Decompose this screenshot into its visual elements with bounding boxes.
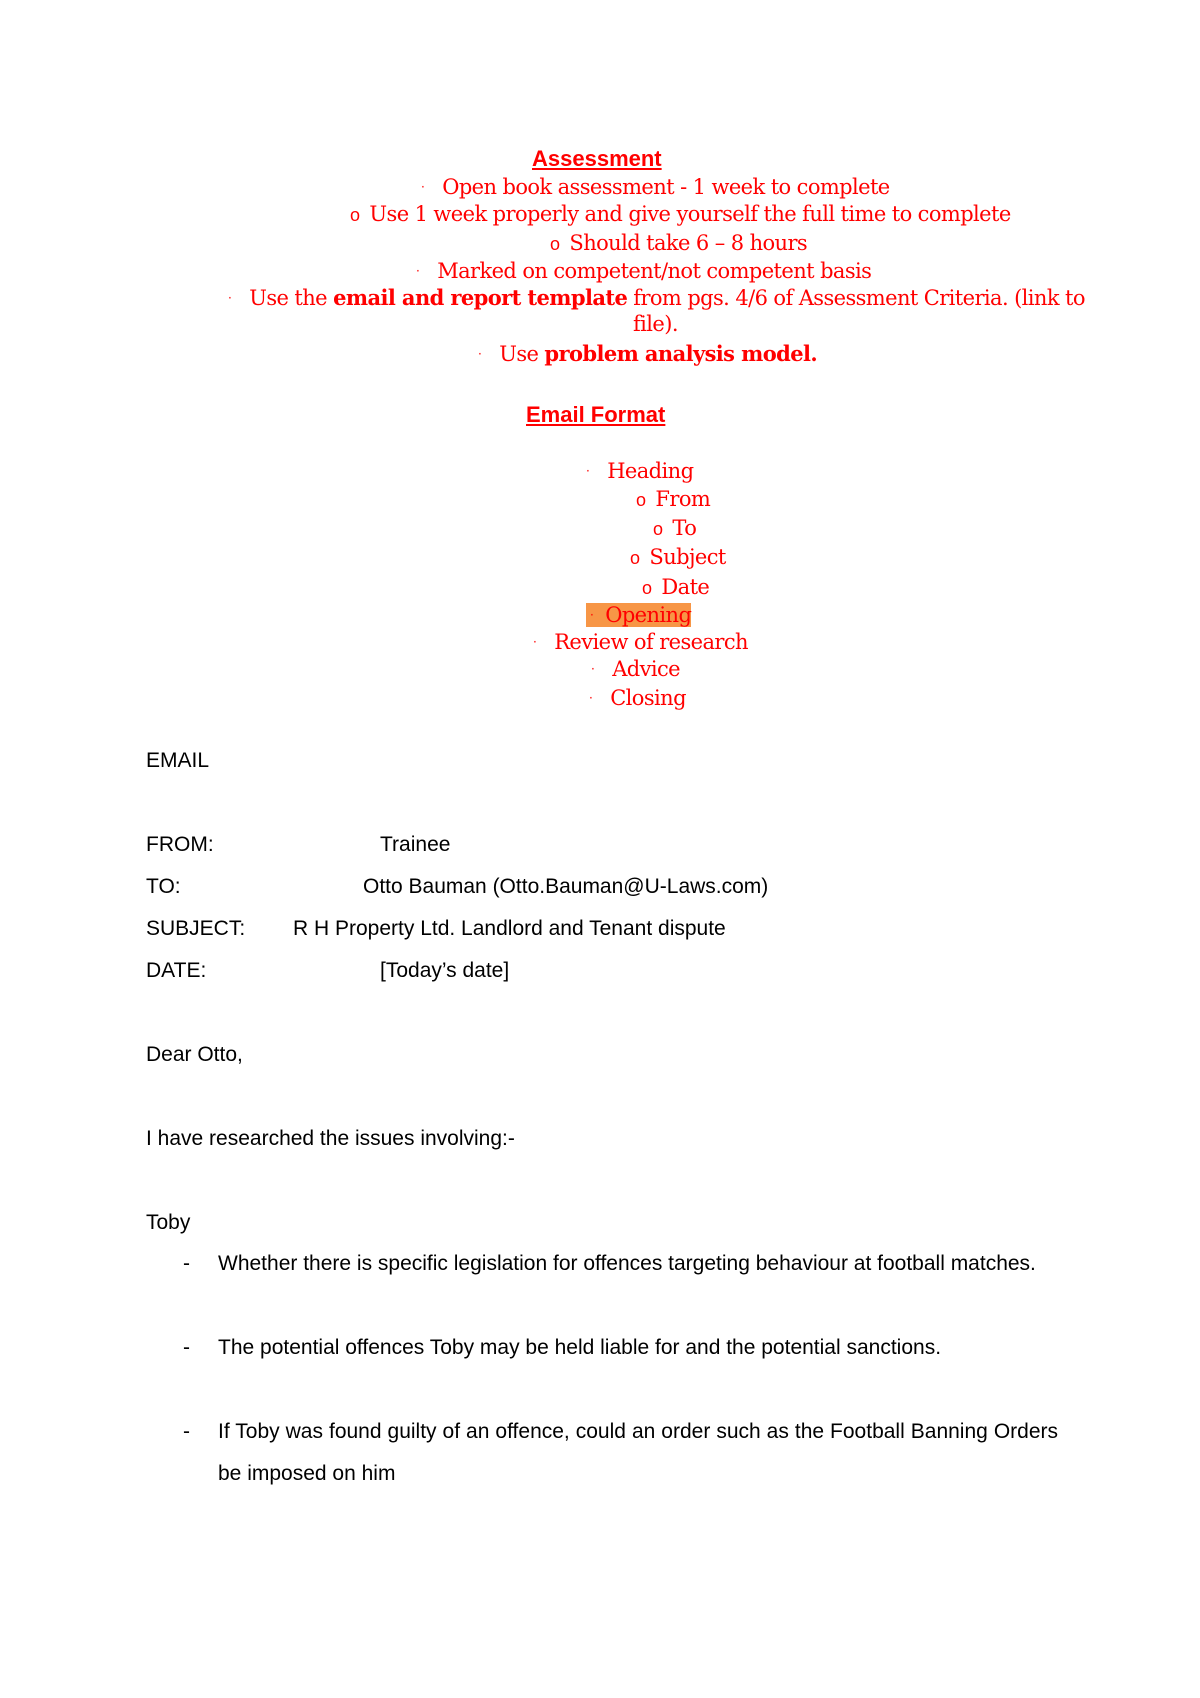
- to-value: Otto Bauman (Otto.Bauman@U-Laws.com): [363, 875, 769, 898]
- subject-value: R H Property Ltd. Landlord and Tenant dispute: [293, 917, 726, 940]
- sub-bullet-icon: o: [653, 519, 663, 539]
- email-format-advice: · Advice: [591, 657, 680, 681]
- bullet-icon: ·: [533, 635, 537, 649]
- assessment-item-template: · Use the email and report template from pgs. 4/6 of Assessment Criteria. (link to: [228, 285, 1085, 310]
- issue-text: Whether there is specific legislation for offences targeting behaviour at football matches.: [218, 1252, 1036, 1275]
- assessment-item-1: · Open book assessment - 1 week to complete: [421, 175, 890, 199]
- bullet-icon: ·: [591, 662, 595, 676]
- email-format-heading: · Heading: [586, 459, 694, 483]
- bullet-icon: ·: [416, 264, 420, 278]
- email-format-review: · Review of research: [533, 630, 748, 654]
- assessment-item-template-line2: file).: [633, 312, 678, 336]
- assessment-subitem-1: o Use 1 week properly and give yourself the full time to complete: [350, 202, 1011, 226]
- email-format-closing: · Closing: [589, 686, 686, 710]
- date-label: DATE:: [146, 959, 207, 982]
- email-label: EMAIL: [146, 749, 210, 772]
- bullet-icon: ·: [228, 291, 232, 305]
- to-label: TO:: [146, 875, 181, 898]
- sub-bullet-icon: o: [630, 548, 640, 568]
- bullet-icon: ·: [478, 347, 482, 361]
- sub-bullet-icon: o: [636, 490, 646, 510]
- issue-item-1: [146, 1243, 1058, 1285]
- dash-bullet: -: [183, 1336, 190, 1359]
- issue-item-3: [146, 1411, 1058, 1495]
- email-format-opening: [586, 603, 691, 627]
- bullet-icon: ·: [590, 608, 594, 622]
- highlighted-opening: · Opening: [586, 603, 691, 627]
- bullet-icon: ·: [589, 691, 593, 705]
- issue-text: The potential offences Toby may be held liable for and the potential sanctions.: [218, 1336, 942, 1359]
- from-value: Trainee: [380, 833, 451, 856]
- dash-bullet: -: [183, 1420, 190, 1443]
- assessment-item-2: · Marked on competent/not competent basis: [416, 259, 872, 283]
- email-format-sub-date: o Date: [642, 575, 710, 599]
- sub-bullet-icon: o: [642, 578, 652, 598]
- subject-label: SUBJECT:: [146, 917, 246, 940]
- assessment-title: Assessment: [532, 146, 662, 171]
- issue-text: If Toby was found guilty of an offence, could an order such as the Football Banning Orders be imposed on him: [218, 1420, 1058, 1485]
- intro-line: I have researched the issues involving:-: [146, 1127, 515, 1150]
- sub-bullet-icon: o: [350, 205, 360, 225]
- dash-bullet: -: [183, 1252, 190, 1275]
- assessment-item-model: · Use problem analysis model.: [478, 341, 818, 366]
- bullet-icon: ·: [586, 464, 590, 478]
- issue-item-2: [146, 1327, 1058, 1369]
- greeting: Dear Otto,: [146, 1043, 243, 1066]
- email-format-title: Email Format: [526, 402, 666, 427]
- email-format-sub-from: o From: [636, 487, 711, 511]
- email-format-sub-subject: o Subject: [630, 545, 726, 569]
- person-name: Toby: [146, 1211, 191, 1234]
- assessment-subsubitem-1: o Should take 6 – 8 hours: [550, 231, 808, 255]
- date-value: [Today’s date]: [380, 959, 510, 982]
- email-format-sub-to: o To: [653, 516, 697, 540]
- from-label: FROM:: [146, 833, 214, 856]
- sub-bullet-icon: o: [550, 234, 560, 254]
- bullet-icon: ·: [421, 180, 425, 194]
- email-report-template-link: email and report template: [333, 285, 628, 310]
